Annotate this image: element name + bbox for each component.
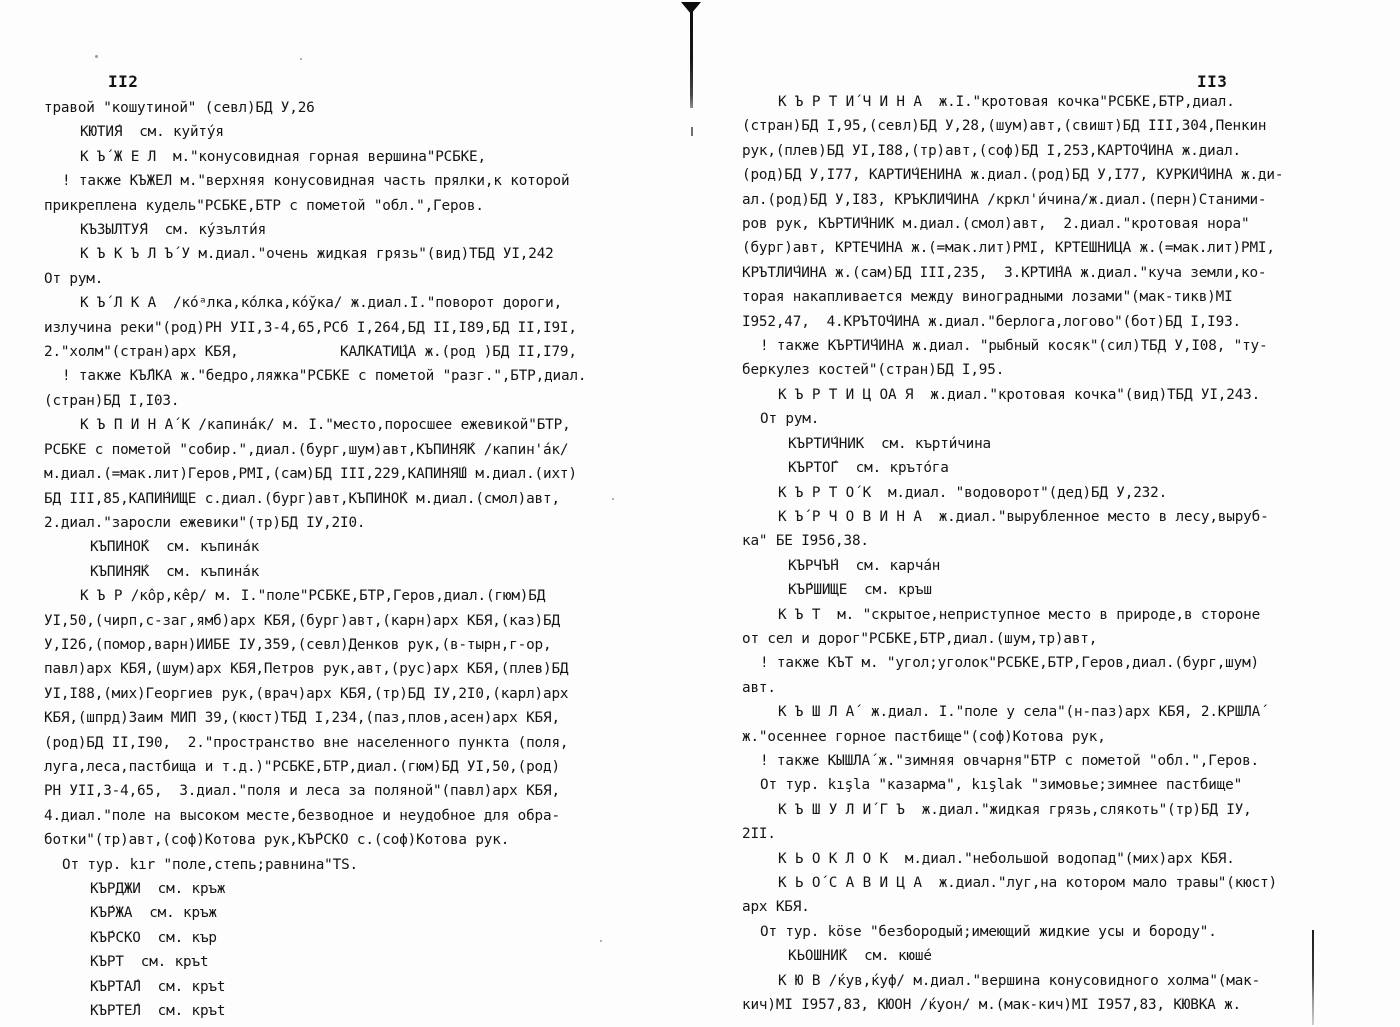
page-number-left: II2 [108, 72, 139, 91]
left-page-text-block [44, 96, 664, 1023]
text-line: К Ъ Ш Л А́ ж.диал. I."поле у села"(н-паз)арх КБЯ, 2.КРШЛА́ [778, 704, 1261, 721]
text-line: К Ъ К Ъ Л Ъ́ У м.диал."очень жидкая грязь"(вид)ТБД УI,242 [80, 246, 554, 263]
text-line: РСБКЕ с пометой "собир.",диал.(бург,шум)авт,КЪПИНЯ́К /капин'а́к/ [44, 441, 569, 458]
text-line: КЪ́РСКО см. къp [90, 929, 217, 946]
text-line: ! также КЪЖЕЛ м."верхняя конусовидная часть прялки,к которой [62, 173, 570, 190]
text-line: К Ю В /ќув,ќуф/ м.диал."вершина конусовидного холма"(мак- [778, 972, 1261, 989]
text-line: (стран)БД I,I03. [44, 392, 180, 409]
text-line: 4.диал."поле на высоком месте,безводное и неудобное для обра- [44, 807, 560, 824]
text-line: ! также КЪРТИ́ЧИНА ж.диал. "рыбный косяк"(сил)ТБД У,I08, "ту- [760, 338, 1268, 355]
text-line: КЪРТО́Г см. кръто́га [788, 460, 949, 477]
text-line: К Ъ Р Т И́ Ч И Н А ж.I."кротовая кочка"РСБКЕ,БТР,диал. [778, 94, 1235, 110]
text-line: ! также КЫШЛА́ ж."зимняя овчарня"БТР с пометой "обл.",Геров. [760, 752, 1259, 769]
text-line: КЪРТА́Л см. кръt [90, 978, 226, 995]
text-line: К Ъ́ Р Ч О В И Н А ж.диал."вырубленное место в лесу,выруб- [778, 508, 1269, 525]
text-line: У,I26,(помор,варн)ИИБЕ IУ,359,(севл)Денков рук,(в-тырн,г-ор, [44, 636, 552, 653]
text-line: КЪРТИ́ЧНИК см. къpти́чина [788, 435, 991, 452]
right-page [742, 0, 1382, 1027]
text-line: УI,50,(чирп,с-заг,ямб)арх КБЯ,(бург)авт,(карн)арх КБЯ,(каз)БД [44, 612, 560, 629]
text-line: КЪ́РЖА см. кръж [90, 905, 217, 922]
text-line: КБЯ,(шпрд)Заим МИП 39,(кюст)ТБД I,234,(паз,плов,асен)арх КБЯ, [44, 710, 560, 727]
left-page [44, 0, 684, 1027]
binding-gutter-speck [691, 127, 693, 136]
text-line: От тур. kışla "казарма", kışlak "зимовье;зимнее пастбище" [760, 777, 1243, 794]
text-line: РН УII,3-4,65, 3.диал."поля и леса за поляной"(павл)арх КБЯ, [44, 783, 560, 800]
text-line: беркулез костей"(стран)БД I,95. [742, 362, 1005, 379]
text-line: К Ь О́ С А В И Ц А ж.диал."луг,на котором мало травы"(кюст) [778, 875, 1277, 891]
text-line: УI,I88,(мих)Георгиев рук,(врач)арх КБЯ,(тр)БД IУ,2I0,(карл)арх [44, 685, 569, 702]
text-line: К Ъ Р Т О́ К м.диал. "водоворот"(дед)БД У,232. [778, 484, 1168, 501]
text-line: К Ъ Р Т И Ц ОА Я ж.диал."кротовая кочка"(вид)ТБД УI,243. [778, 386, 1261, 403]
text-line: 2II. [742, 826, 776, 843]
text-line: прикреплена кудель"РСБКЕ,БТР с пометой "обл.",Геров. [44, 197, 484, 214]
text-line: К Ъ Ш У Л И́ Г Ъ ж.диал."жидкая грязь,слякоть"(тр)БД IУ, [778, 801, 1252, 818]
text-line: луга,леса,пастбища и т.д.)"РСБКЕ,БТР,диал.(гюм)БД УI,50,(род) [44, 758, 560, 775]
text-line: От тур. köse "безбородый;имеющий жидкие усы и бороду". [760, 923, 1217, 940]
text-line: ж."осеннее горное пастбище"(соф)Котова рук, [742, 728, 1106, 745]
text-line: К Ъ́ Л К А /ко́ᵃлка,ко́лка,ко́ўка/ ж.диал.I."поворот дороги, [80, 295, 563, 312]
text-line: КЪПИНЯ́К см. къпина́к [90, 563, 260, 580]
text-line: павл)арх КБЯ,(шум)арх КБЯ,Петров рук,авт,(рус)арх КБЯ,(плев)БД [44, 661, 569, 678]
text-line: (род)БД У,I77, КАРТИ́ЧЕНИНА ж.диал.(род)БД У,I77, КУРКИ́ЧИНА ж.ди- [742, 167, 1284, 184]
text-line: КЪЗЫЛТУ́Я см. ку́зълти́я [80, 222, 267, 239]
text-line: К Ъ П И Н А́ К /капина́к/ м. I."место,поросшее ежевикой"БТР, [80, 417, 571, 434]
text-line: КЪРЧЪ́Н см. карча́н [788, 557, 941, 574]
text-line: От рум. [760, 411, 820, 428]
text-line: От тур. kır "поле,степь;равнина"TS. [62, 856, 359, 873]
text-line: КЪРДЖИ см. кръж [90, 881, 226, 897]
text-line: I952,47, 4.КРЪТО́ЧИНА ж.диал."берлога,логово"(бот)БД I,I93. [742, 313, 1241, 330]
text-line: арх КБЯ. [742, 899, 810, 916]
text-line: КЪПИНО́К см. къпина́к [90, 539, 260, 556]
text-line: КЮТИ́Я см. куйту́я [80, 124, 224, 141]
text-line: излучина реки"(род)РН УII,3-4,65,РСб I,264,БД II,I89,БД II,I9I, [44, 319, 577, 336]
text-line: (стран)БД I,95,(севл)БД У,28,(шум)авт,(свишт)БД III,304,Пенкин [742, 118, 1267, 135]
text-line: рук,(плев)БД УI,I88,(тр)авт,(соф)БД I,253,КАРТО́ЧИНА ж.диал. [742, 142, 1241, 159]
text-line: от сел и дорог"РСБКЕ,БТР,диал.(шум,тр)авт, [742, 630, 1098, 647]
text-line: КРЪТЛИ́ЧИНА ж.(сам)БД III,235, 3.КРТИ́НА ж.диал."куча земли,ко- [742, 264, 1267, 281]
text-line: ! также КЪТ м. "угол;уголок"РСБКЕ,БТР,Геров,диал.(бург,шум) [760, 655, 1259, 672]
text-line: БД III,85,КАПИ́НИЩЕ с.диал.(бург)авт,КЪПИНО́К м.диал.(смол)авт, [44, 490, 560, 507]
text-line: травой "кошутиной" (севл)БД У,26 [44, 100, 315, 116]
text-line: кич)МI I957,83, КЮОН /ќуон/ м.(мак-кич)МI I957,83, КЮВКА ж. [742, 997, 1241, 1014]
text-line: От рум. [44, 270, 104, 287]
text-line: К Ь О К Л О К м.диал."небольшой водопад"(мих)арх КБЯ. [778, 850, 1235, 867]
text-line: ! также КЪ́ЛКА ж."бедро,ляжка"РСБКЕ с пометой "разг.",БТР,диал. [62, 368, 587, 385]
text-line: К Ъ Т м. "скрытое,неприступное место в природе,в стороне [778, 606, 1261, 623]
right-page-text-block [742, 90, 1362, 1017]
binding-gutter-line [690, 4, 693, 108]
text-line: ал.(род)БД У,I83, КРЪКЛИ́ЧИНА /кркл'и́чина/ж.диал.(перн)Станими- [742, 191, 1267, 208]
page-number-right: II3 [1197, 72, 1228, 91]
text-line: 2.диал."заросли ежевики"(тр)БД IУ,2I0. [44, 514, 366, 531]
text-line: КЪ́РШИЩЕ см. кръш [788, 582, 932, 599]
text-line: ботки"(тр)авт,(соф)Котова рук,КЪ́РСКО с.(соф)Котова рук. [44, 832, 510, 849]
text-line: К Ъ́ Ж Е Л м."конусовидная горная вершина"РСБКЕ, [80, 148, 486, 165]
text-line: К Ъ Р /ко̂р,ке̂р/ м. I."поле"РСБКЕ,БТР,Геров,диал.(гюм)БД [80, 588, 546, 605]
text-line: торая накапливается между виноградными лозами"(мак-тикв)МI [742, 289, 1233, 306]
text-line: м.диал.(=мак.лит)Геров,РМI,(сам)БД III,229,КАПИНЯ́Ш м.диал.(ихт) [44, 466, 577, 483]
text-line: (бург)авт, КРТЕЧИНА ж.(=мак.лит)РМI, КРТЕШНИЦА ж.(=мак.лит)РМI, [742, 240, 1275, 257]
text-line: КЬОШНИ́К см. кюше́ [788, 948, 932, 965]
text-line: КЪРТЕ́Л см. кръt [90, 1003, 226, 1020]
text-line: авт. [742, 679, 776, 696]
text-line: ка" БЕ I956,38. [742, 533, 869, 550]
text-line: ров рук, КЪРТИ́ЧНИК м.диал.(смол)авт, 2.диал."кротовая нора" [742, 216, 1250, 233]
text-line: 2."холм"(стран)арх КБЯ, КАЛКАТИ́ЦА ж.(род )БД II,I79, [44, 344, 577, 361]
text-line: (род)БД II,I90, 2."пространство вне населенного пункта (поля, [44, 734, 569, 751]
text-line: КЪРТ см. кръt [90, 954, 209, 971]
